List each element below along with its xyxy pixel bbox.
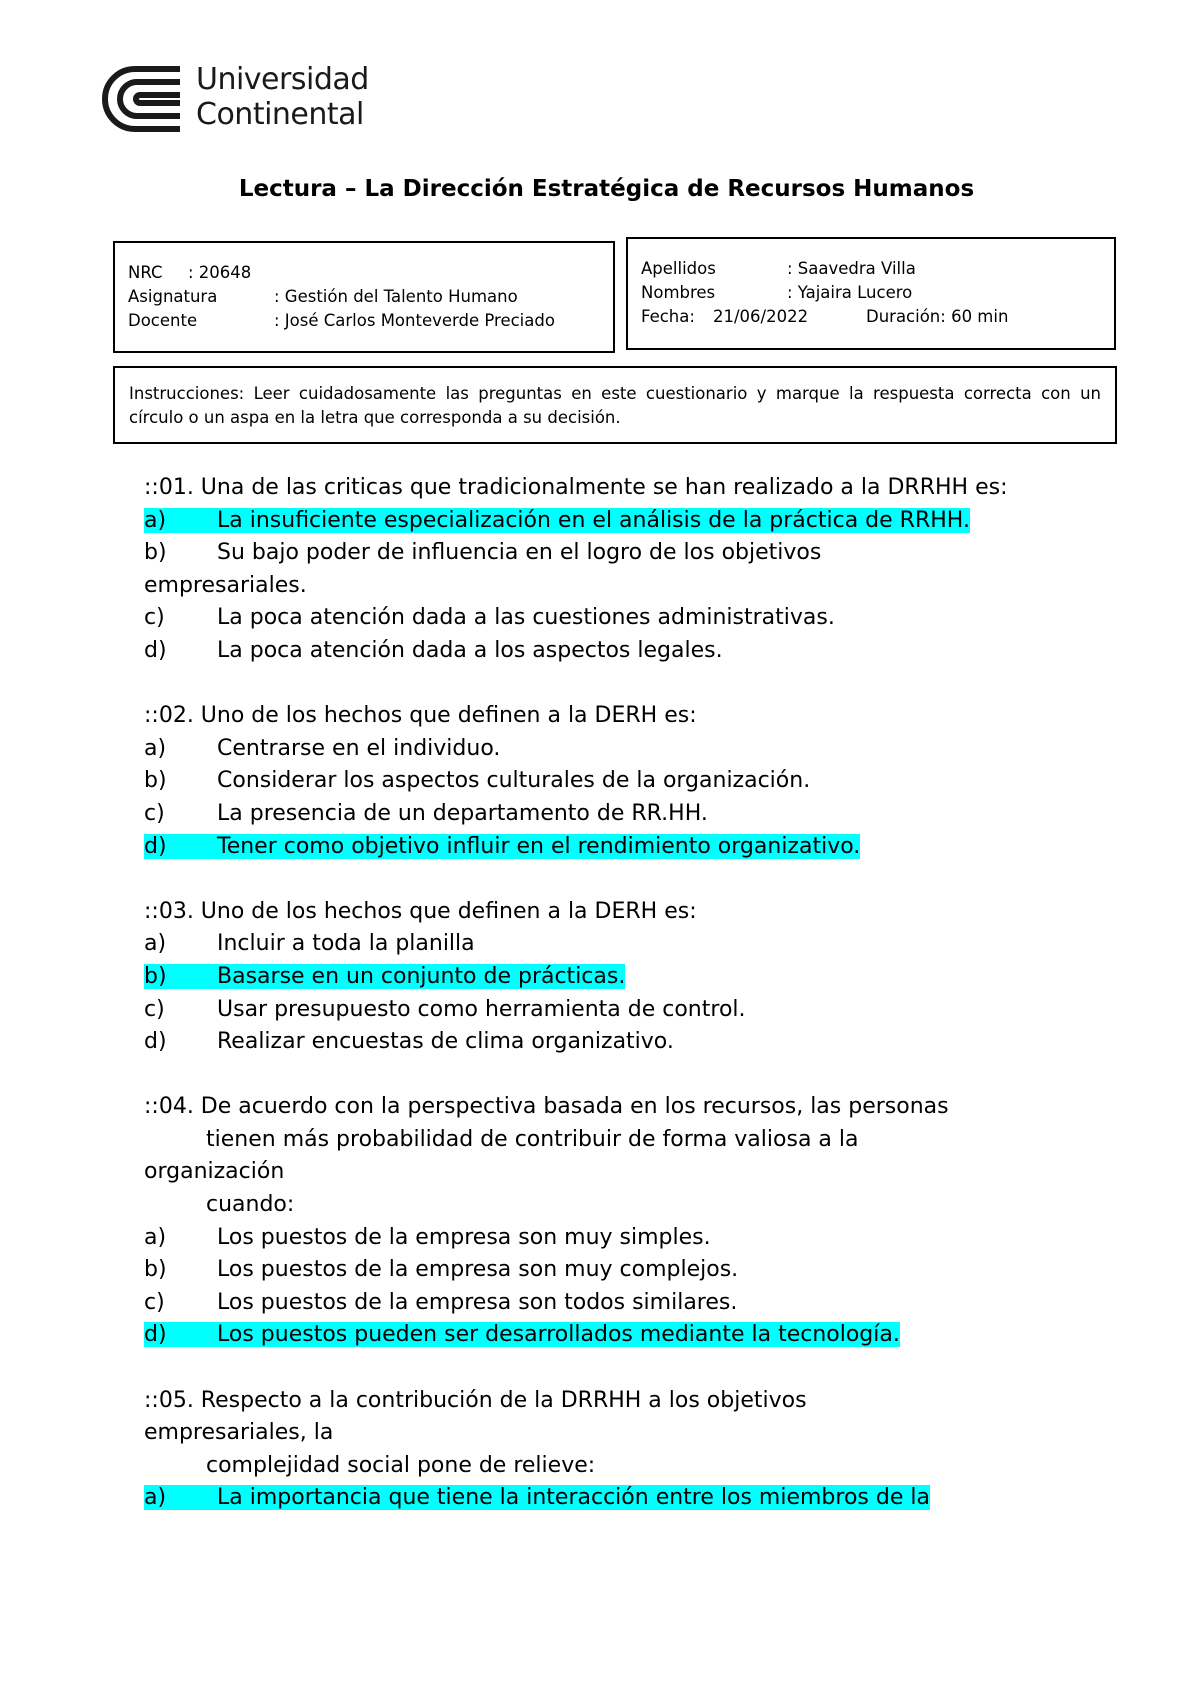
course-info-box [113,241,615,353]
answer-option[interactable] [144,765,1104,798]
answer-option[interactable] [144,798,1104,831]
option-letter: d) [144,1322,167,1348]
fecha-label: Fecha: [641,307,695,326]
answer-option[interactable] [144,602,1104,635]
answer-text-wrap [144,768,810,793]
answer-option[interactable] [144,994,1104,1027]
answer-text-wrap [144,1257,738,1282]
highlighted-answer [144,834,860,859]
answer-option[interactable] [144,1319,1104,1352]
option-letter: d) [144,833,167,859]
answer-option[interactable] [144,505,1104,538]
highlighted-answer [144,1485,930,1510]
option-letter: b) [144,963,167,989]
question-text-line: ::02. Uno de los hechos que definen a la DERH es: [144,703,697,729]
option-letter: a) [144,1485,167,1511]
nombres-value: : Yajaira Lucero [787,283,913,302]
logo-wordmark [196,62,369,132]
answer-text-wrap [144,638,723,663]
question-block [144,472,1104,668]
option-letter: c) [144,800,165,826]
asignatura-row [128,285,613,309]
apellidos-row [641,257,1114,281]
option-letter: b) [144,540,167,566]
option-text: Considerar los aspectos culturales de la organización. [217,768,811,794]
option-text: Su bajo poder de influencia en el logro de los objetivos [217,540,822,566]
answer-option[interactable] [144,928,1104,961]
option-text: Los puestos de la empresa son muy complejos. [217,1257,739,1283]
option-letter: a) [144,1224,167,1250]
nombres-row [641,281,1114,305]
option-letter: a) [144,507,167,533]
highlighted-answer [144,1322,900,1347]
option-letter: d) [144,637,167,663]
answer-text-wrap [144,1290,737,1315]
option-text: La insuficiente especialización en el análisis de la práctica de RRHH. [217,507,970,533]
answer-text-wrap [144,997,746,1022]
instructions-box: Instrucciones: Leer cuidadosamente las preguntas en este cuestionario y marque la respuesta correcta con un círculo o un aspa en la letra que corresponda a su decisión. [113,366,1117,444]
docente-label: Docente [128,311,198,330]
option-text: La poca atención dada a los aspectos legales. [217,637,723,663]
option-text: La presencia de un departamento de RR.HH. [217,800,708,826]
answer-text-wrap [144,931,475,956]
highlighted-answer [144,508,970,533]
option-text: Incluir a toda la planilla [217,931,475,957]
logo-line-2: Continental [196,97,364,132]
docente-value: : José Carlos Monteverde Preciado [274,311,555,330]
nrc-row [128,261,613,285]
answer-option[interactable] [144,635,1104,668]
option-continuation: empresariales. [144,572,307,598]
questions-list [144,472,1104,1548]
apellidos-label: Apellidos [641,259,716,278]
answer-option[interactable] [144,1026,1104,1059]
question-block [144,700,1104,863]
question-block [144,1385,1104,1515]
student-info-box [626,237,1116,350]
nrc-value: : 20648 [188,263,252,282]
logo-line-1: Universidad [196,62,369,97]
option-letter: a) [144,735,167,761]
question-text-line: ::03. Uno de los hechos que definen a la DERH es: [144,898,697,924]
question-text-line: ::04. De acuerdo con la perspectiva basada en los recursos, las personas [144,1094,949,1120]
question-text-line: organización [144,1159,285,1185]
option-text: Realizar encuestas de clima organizativo. [217,1029,674,1055]
answer-option[interactable] [144,831,1104,864]
option-letter: b) [144,768,167,794]
question-block [144,1091,1104,1352]
option-text: Los puestos pueden ser desarrollados mediante la tecnología. [217,1322,900,1348]
option-text: Centrarse en el individuo. [217,735,501,761]
answer-option[interactable] [144,961,1104,994]
answer-option[interactable] [144,733,1104,766]
answer-text-wrap [144,605,835,630]
option-letter: b) [144,1257,167,1283]
question-text-line: tienen más probabilidad de contribuir de forma valiosa a la [206,1126,859,1152]
answer-option[interactable] [144,1482,1104,1515]
fecha-value: 21/06/2022 [713,307,809,326]
answer-text-wrap [144,736,500,761]
highlighted-answer [144,964,625,989]
option-text: Tener como objetivo influir en el rendimiento organizativo. [217,833,861,859]
option-letter: c) [144,996,165,1022]
answer-option[interactable] [144,1254,1104,1287]
answer-text-wrap [144,540,821,565]
docente-row [128,309,613,333]
option-letter: d) [144,1029,167,1055]
option-text: Basarse en un conjunto de prácticas. [217,963,626,989]
duracion-value: Duración: 60 min [866,307,1009,326]
option-letter: a) [144,931,167,957]
question-text-line: complejidad social pone de relieve: [206,1452,596,1478]
question-block [144,896,1104,1059]
document-title: Lectura – La Dirección Estratégica de Recursos Humanos [238,176,975,202]
option-text: Usar presupuesto como herramienta de control. [217,996,746,1022]
question-text-line: ::05. Respecto a la contribución de la DRRHH a los objetivos [144,1387,807,1413]
answer-option[interactable] [144,1287,1104,1320]
option-text: Los puestos de la empresa son muy simples. [217,1224,711,1250]
nombres-label: Nombres [641,283,716,302]
fecha-duracion-row [641,305,1114,329]
question-text-line: cuando: [206,1192,295,1218]
option-text: La importancia que tiene la interacción entre los miembros de la [217,1485,930,1511]
answer-text-wrap [144,1029,674,1054]
question-text-line: ::01. Una de las criticas que tradicionalmente se han realizado a la DRRHH es: [144,475,1008,500]
answer-option[interactable] [144,1222,1104,1255]
asignatura-value: : Gestión del Talento Humano [274,287,518,306]
option-letter: c) [144,1289,165,1315]
answer-text-wrap [144,1225,711,1250]
university-c-emblem-icon [100,64,184,134]
asignatura-label: Asignatura [128,287,218,306]
answer-text-wrap [144,801,708,826]
nrc-label: NRC [128,263,163,282]
option-text: La poca atención dada a las cuestiones administrativas. [217,605,835,631]
answer-option[interactable] [144,537,1104,570]
apellidos-value: : Saavedra Villa [787,259,916,278]
option-letter: c) [144,605,165,631]
university-logo [100,62,400,138]
option-text: Los puestos de la empresa son todos similares. [217,1289,738,1315]
question-text-line: empresariales, la [144,1420,334,1446]
